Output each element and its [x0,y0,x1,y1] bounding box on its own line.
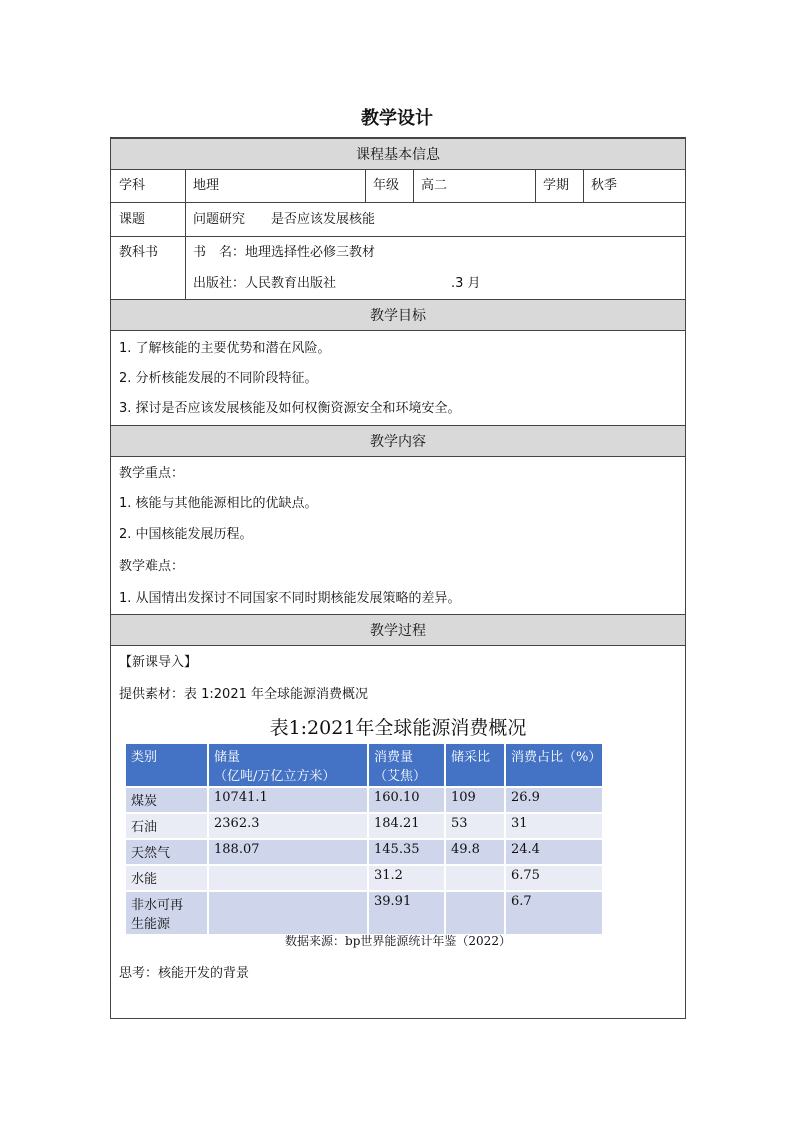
cell-reserve: 2362.3 [208,813,368,839]
cell-category: 煤炭 [125,787,208,813]
cell-category: 天然气 [125,839,208,865]
table-row [125,839,603,865]
cell-share: 6.7 [505,891,603,935]
document-title: 教学设计 [361,108,433,129]
cell-rp-ratio [445,865,505,891]
energy-consumption-table [124,742,604,936]
header-share: 消费占比（%） [505,743,603,787]
topic-label: 课题 [119,212,146,227]
term-value: 秋季 [591,178,618,193]
process-header: 教学过程 [111,614,685,646]
row-divider [111,236,685,237]
table-row [125,813,603,839]
publisher: 出版社：人民教育出版社 [193,276,337,291]
key-point-item: 1. 核能与其他能源相比的优缺点。 [119,496,318,511]
lesson-plan-table [110,137,686,1019]
table-row [125,787,603,813]
objective-item: 2. 分析核能发展的不同阶段特征。 [119,371,318,386]
cell-consumption: 31.2 [368,865,445,891]
column-divider [535,170,536,202]
cell-category: 石油 [125,813,208,839]
publish-date: .3 月 [451,276,481,291]
column-divider [185,170,186,300]
term-label: 学期 [543,178,570,193]
table-row [125,891,603,935]
material-caption: 提供素材：表 1:2021 年全球能源消费概况 [119,687,368,702]
header-rp-ratio: 储采比 [445,743,505,787]
cell-reserve: 10741.1 [208,787,368,813]
energy-table-title: 表1:2021年全球能源消费概况 [269,717,527,739]
objective-item: 3. 探讨是否应该发展核能及如何权衡资源安全和环境安全。 [119,401,461,416]
column-divider [583,170,584,202]
header-reserve: 储量 （亿吨/万亿立方米） [208,743,368,787]
table-row [125,865,603,891]
header-consumption: 消费量 （艾焦） [368,743,445,787]
subject-value: 地理 [193,178,220,193]
column-divider [413,170,414,202]
objectives-header: 教学目标 [111,299,685,331]
cell-reserve: 188.07 [208,839,368,865]
cell-share: 6.75 [505,865,603,891]
cell-share: 26.9 [505,787,603,813]
cell-category: 非水可再 生能源 [125,891,208,935]
header-category: 类别 [125,743,208,787]
cell-consumption: 145.35 [368,839,445,865]
cell-reserve [208,865,368,891]
textbook-label: 教科书 [119,245,159,260]
row-divider [111,202,685,203]
cell-rp-ratio [445,891,505,935]
cell-share: 31 [505,813,603,839]
cell-rp-ratio: 53 [445,813,505,839]
objective-item: 1. 了解核能的主要优势和潜在风险。 [119,341,331,356]
cell-rp-ratio: 49.8 [445,839,505,865]
difficult-point-item: 1. 从国情出发探讨不同国家不同时期核能发展策略的差异。 [119,591,461,606]
grade-label: 年级 [373,178,400,193]
section-heading: 【新课导入】 [119,655,198,670]
cell-share: 24.4 [505,839,603,865]
basic-info-header: 课程基本信息 [111,138,685,170]
cell-consumption: 39.91 [368,891,445,935]
difficult-points-label: 教学难点： [119,559,185,574]
textbook-name: 书 名：地理选择性必修三教材 [193,245,376,260]
key-point-item: 2. 中国核能发展历程。 [119,527,253,542]
cell-category: 水能 [125,865,208,891]
content-header: 教学内容 [111,425,685,457]
think-question: 思考：核能开发的背景 [119,966,250,981]
cell-reserve [208,891,368,935]
subject-label: 学科 [119,178,146,193]
column-divider [365,170,366,202]
topic-value: 问题研究 是否应该发展核能 [193,212,376,227]
key-points-label: 教学重点： [119,466,185,481]
data-source-note: 数据来源：bp世界能源统计年鉴（2022） [285,934,511,948]
cell-consumption: 160.10 [368,787,445,813]
grade-value: 高二 [421,178,448,193]
table-header-row [125,743,603,787]
cell-consumption: 184.21 [368,813,445,839]
cell-rp-ratio: 109 [445,787,505,813]
